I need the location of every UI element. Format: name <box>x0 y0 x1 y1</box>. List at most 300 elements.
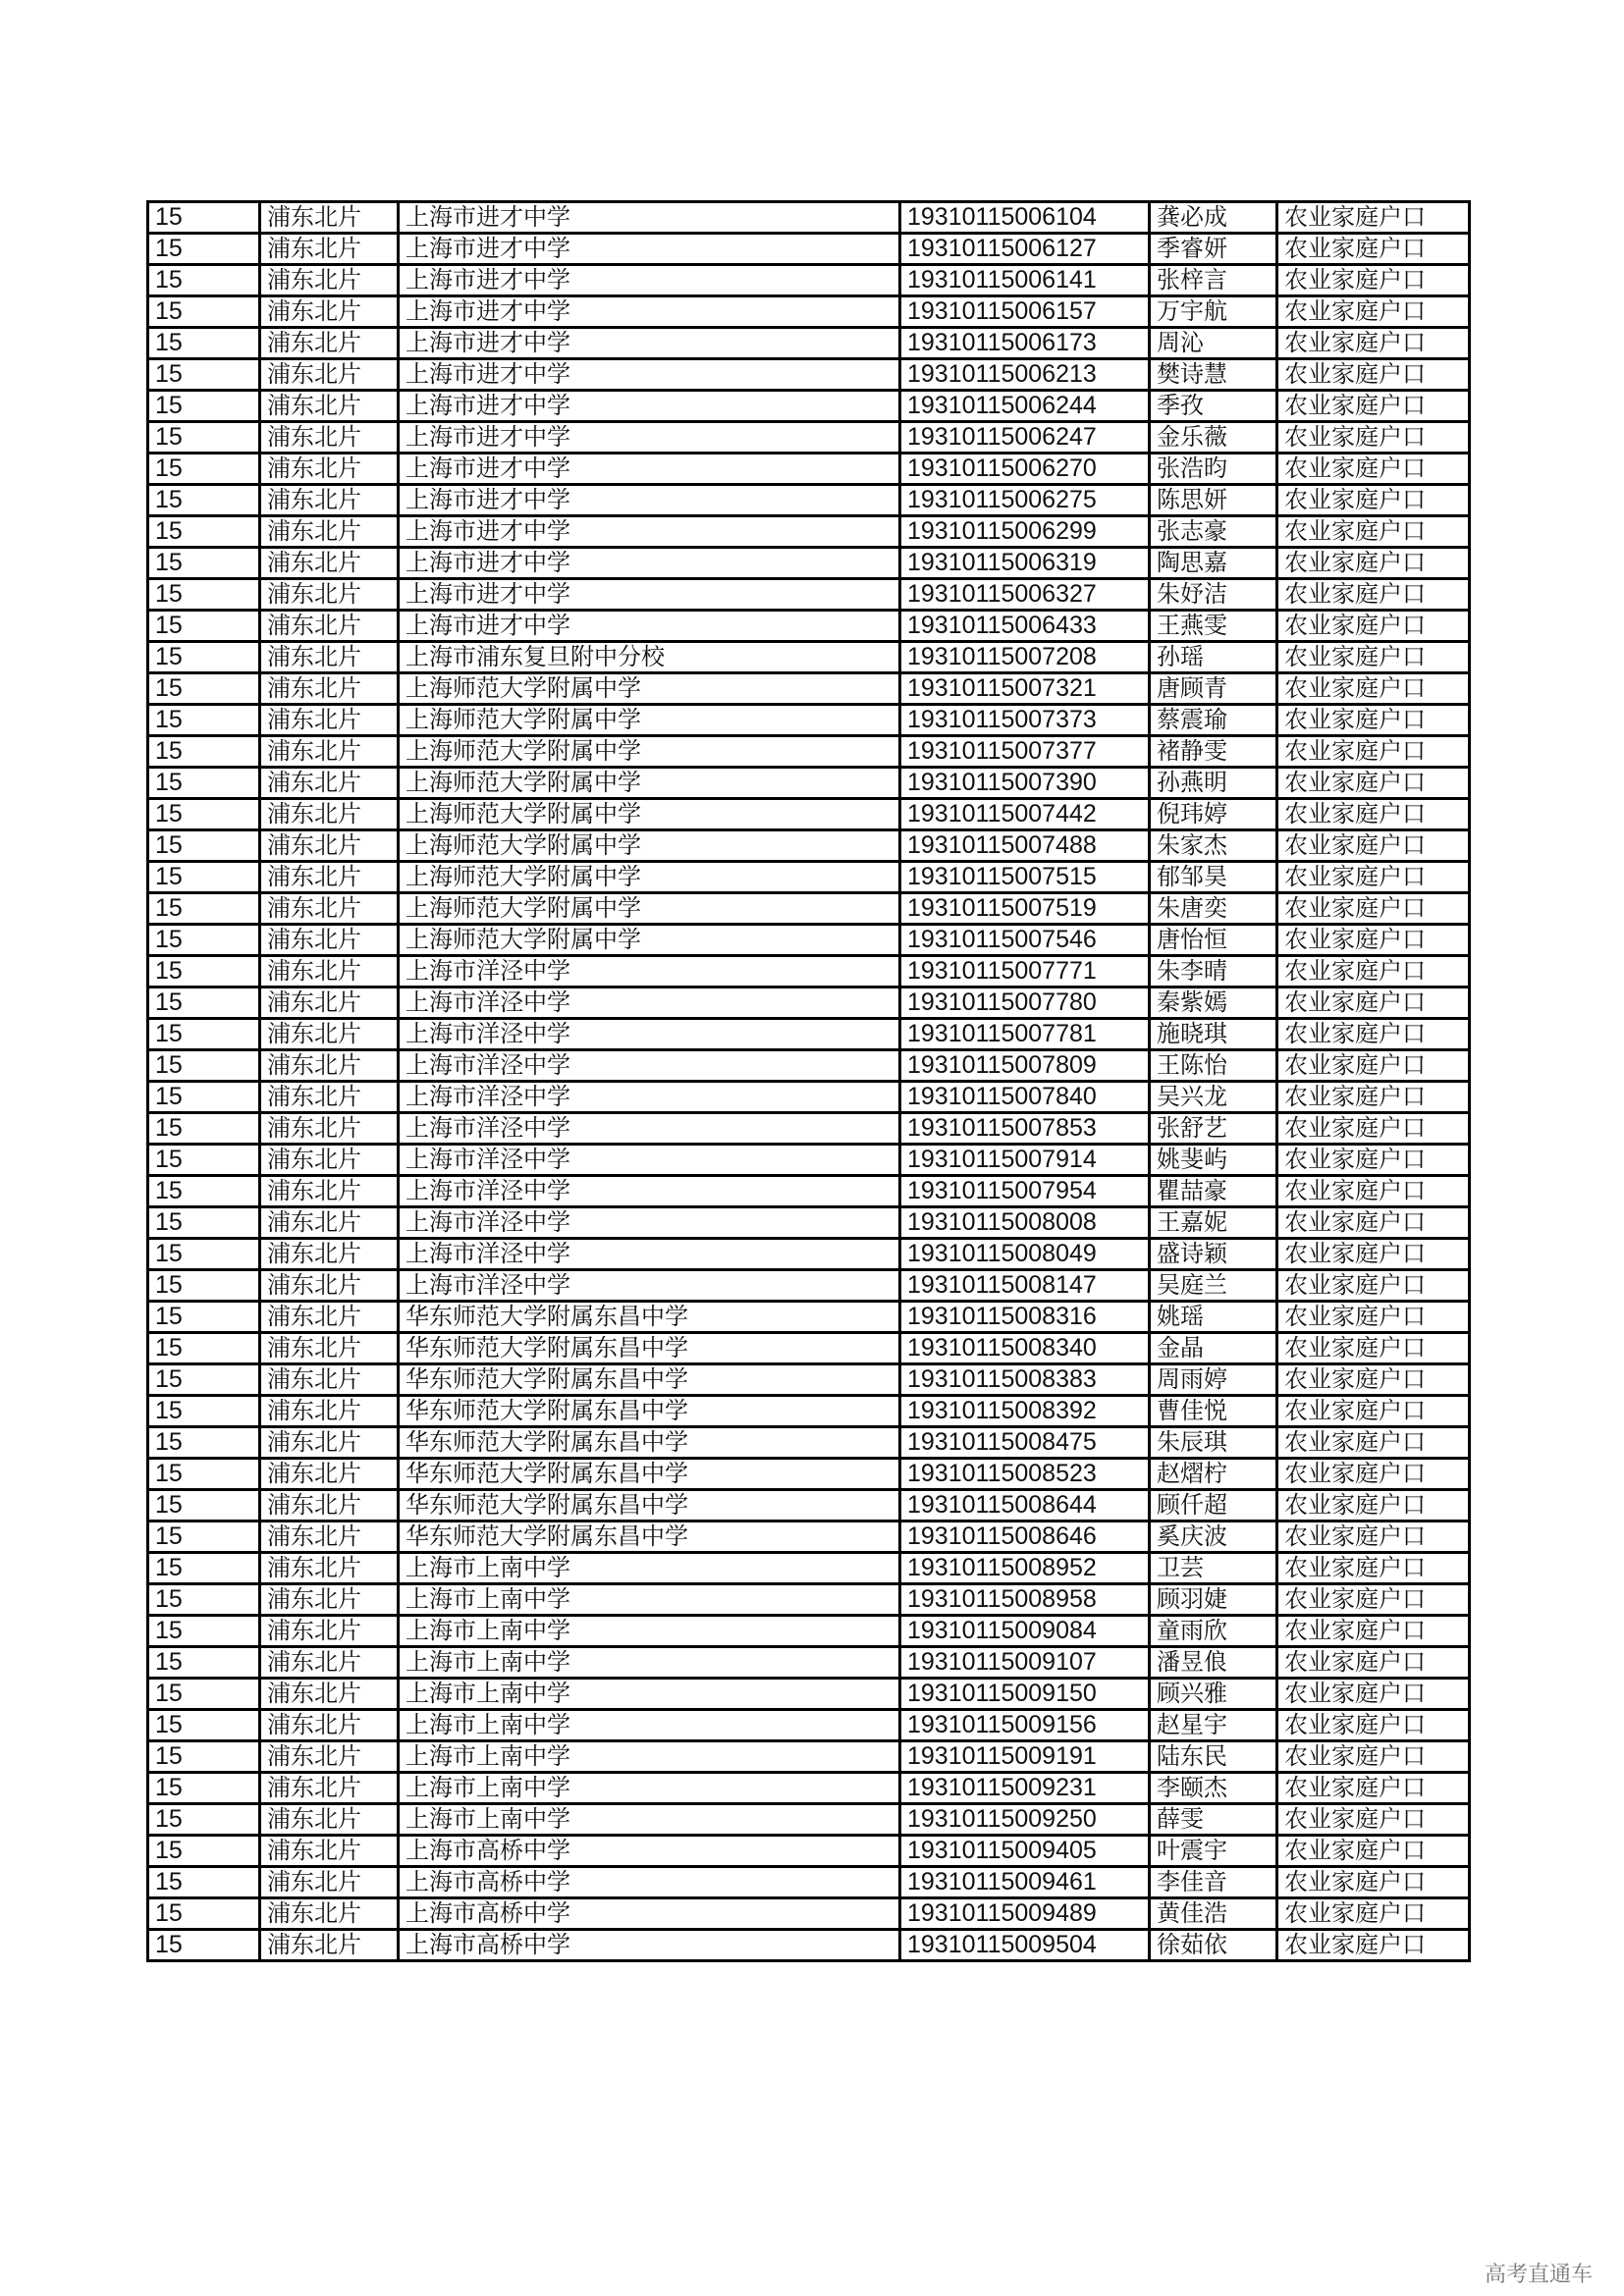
school-cell: 上海市洋泾中学 <box>399 1270 900 1302</box>
name-cell: 张志豪 <box>1150 516 1277 548</box>
district-cell: 浦东北片 <box>260 1333 399 1364</box>
school-cell: 华东师范大学附属东昌中学 <box>399 1396 900 1427</box>
hukou-cell: 农业家庭户口 <box>1277 548 1470 579</box>
student-list-table <box>146 200 1471 1962</box>
hukou-cell: 农业家庭户口 <box>1277 328 1470 359</box>
school-cell: 上海市上南中学 <box>399 1804 900 1836</box>
hukou-cell: 农业家庭户口 <box>1277 454 1470 485</box>
name-cell: 王陈怡 <box>1150 1050 1277 1082</box>
hukou-cell: 农业家庭户口 <box>1277 1270 1470 1302</box>
batch-cell: 15 <box>148 1333 260 1364</box>
district-cell: 浦东北片 <box>260 1553 399 1584</box>
table-row <box>148 768 1470 799</box>
exam-id-cell: 19310115009150 <box>900 1679 1150 1710</box>
district-cell: 浦东北片 <box>260 1050 399 1082</box>
hukou-cell: 农业家庭户口 <box>1277 234 1470 265</box>
table-row <box>148 1145 1470 1176</box>
school-cell: 上海市洋泾中学 <box>399 1207 900 1239</box>
exam-id-cell: 19310115006141 <box>900 265 1150 296</box>
name-cell: 徐茹依 <box>1150 1930 1277 1961</box>
hukou-cell: 农业家庭户口 <box>1277 1396 1470 1427</box>
exam-id-cell: 19310115009504 <box>900 1930 1150 1961</box>
table-row <box>148 422 1470 454</box>
exam-id-cell: 19310115008340 <box>900 1333 1150 1364</box>
district-cell: 浦东北片 <box>260 1710 399 1741</box>
name-cell: 张浩昀 <box>1150 454 1277 485</box>
school-cell: 上海市浦东复旦附中分校 <box>399 642 900 673</box>
name-cell: 蔡震瑜 <box>1150 705 1277 736</box>
exam-id-cell: 19310115007809 <box>900 1050 1150 1082</box>
name-cell: 陈思妍 <box>1150 485 1277 516</box>
exam-id-cell: 19310115006157 <box>900 296 1150 328</box>
exam-id-cell: 19310115008475 <box>900 1427 1150 1459</box>
district-cell: 浦东北片 <box>260 516 399 548</box>
batch-cell: 15 <box>148 925 260 956</box>
school-cell: 上海市进才中学 <box>399 296 900 328</box>
name-cell: 薛雯 <box>1150 1804 1277 1836</box>
table-row <box>148 1930 1470 1961</box>
district-cell: 浦东北片 <box>260 830 399 862</box>
batch-cell: 15 <box>148 1867 260 1898</box>
district-cell: 浦东北片 <box>260 1522 399 1553</box>
school-cell: 上海市洋泾中学 <box>399 1176 900 1207</box>
table-row <box>148 1553 1470 1584</box>
batch-cell: 15 <box>148 830 260 862</box>
name-cell: 赵星宇 <box>1150 1710 1277 1741</box>
school-cell: 华东师范大学附属东昌中学 <box>399 1490 900 1522</box>
district-cell: 浦东北片 <box>260 1396 399 1427</box>
school-cell: 华东师范大学附属东昌中学 <box>399 1302 900 1333</box>
district-cell: 浦东北片 <box>260 1019 399 1050</box>
name-cell: 孙燕明 <box>1150 768 1277 799</box>
batch-cell: 15 <box>148 391 260 422</box>
batch-cell: 15 <box>148 1019 260 1050</box>
exam-id-cell: 19310115006270 <box>900 454 1150 485</box>
school-cell: 上海市进才中学 <box>399 234 900 265</box>
district-cell: 浦东北片 <box>260 202 399 234</box>
district-cell: 浦东北片 <box>260 391 399 422</box>
hukou-cell: 农业家庭户口 <box>1277 705 1470 736</box>
hukou-cell: 农业家庭户口 <box>1277 1867 1470 1898</box>
name-cell: 叶震宇 <box>1150 1836 1277 1867</box>
school-cell: 上海市高桥中学 <box>399 1898 900 1930</box>
district-cell: 浦东北片 <box>260 956 399 988</box>
school-cell: 华东师范大学附属东昌中学 <box>399 1427 900 1459</box>
exam-id-cell: 19310115007373 <box>900 705 1150 736</box>
school-cell: 上海市上南中学 <box>399 1679 900 1710</box>
exam-id-cell: 19310115007377 <box>900 736 1150 768</box>
hukou-cell: 农业家庭户口 <box>1277 1019 1470 1050</box>
name-cell: 孙瑶 <box>1150 642 1277 673</box>
batch-cell: 15 <box>148 1490 260 1522</box>
exam-id-cell: 19310115008952 <box>900 1553 1150 1584</box>
name-cell: 张梓言 <box>1150 265 1277 296</box>
district-cell: 浦东北片 <box>260 296 399 328</box>
district-cell: 浦东北片 <box>260 1082 399 1113</box>
exam-id-cell: 19310115006433 <box>900 611 1150 642</box>
district-cell: 浦东北片 <box>260 548 399 579</box>
exam-id-cell: 19310115007390 <box>900 768 1150 799</box>
name-cell: 金晶 <box>1150 1333 1277 1364</box>
exam-id-cell: 19310115006127 <box>900 234 1150 265</box>
district-cell: 浦东北片 <box>260 642 399 673</box>
name-cell: 李佳音 <box>1150 1867 1277 1898</box>
table-row <box>148 1773 1470 1804</box>
table-body <box>148 202 1470 1961</box>
table-row <box>148 234 1470 265</box>
school-cell: 华东师范大学附属东昌中学 <box>399 1459 900 1490</box>
name-cell: 龚必成 <box>1150 202 1277 234</box>
district-cell: 浦东北片 <box>260 1145 399 1176</box>
school-cell: 上海师范大学附属中学 <box>399 893 900 925</box>
hukou-cell: 农业家庭户口 <box>1277 1836 1470 1867</box>
hukou-cell: 农业家庭户口 <box>1277 1145 1470 1176</box>
table-row <box>148 1616 1470 1647</box>
batch-cell: 15 <box>148 1427 260 1459</box>
district-cell: 浦东北片 <box>260 705 399 736</box>
name-cell: 季孜 <box>1150 391 1277 422</box>
school-cell: 上海市上南中学 <box>399 1741 900 1773</box>
hukou-cell: 农业家庭户口 <box>1277 422 1470 454</box>
batch-cell: 15 <box>148 988 260 1019</box>
exam-id-cell: 19310115009489 <box>900 1898 1150 1930</box>
table-row <box>148 611 1470 642</box>
district-cell: 浦东北片 <box>260 1427 399 1459</box>
table-row <box>148 1427 1470 1459</box>
exam-id-cell: 19310115008523 <box>900 1459 1150 1490</box>
table-row <box>148 391 1470 422</box>
district-cell: 浦东北片 <box>260 579 399 611</box>
exam-id-cell: 19310115007781 <box>900 1019 1150 1050</box>
exam-id-cell: 19310115006104 <box>900 202 1150 234</box>
district-cell: 浦东北片 <box>260 1239 399 1270</box>
hukou-cell: 农业家庭户口 <box>1277 1584 1470 1616</box>
district-cell: 浦东北片 <box>260 485 399 516</box>
district-cell: 浦东北片 <box>260 1113 399 1145</box>
school-cell: 上海市进才中学 <box>399 391 900 422</box>
table-row <box>148 705 1470 736</box>
exam-id-cell: 19310115006319 <box>900 548 1150 579</box>
exam-id-cell: 19310115007954 <box>900 1176 1150 1207</box>
school-cell: 上海师范大学附属中学 <box>399 799 900 830</box>
district-cell: 浦东北片 <box>260 1270 399 1302</box>
batch-cell: 15 <box>148 705 260 736</box>
hukou-cell: 农业家庭户口 <box>1277 1082 1470 1113</box>
exam-id-cell: 19310115009250 <box>900 1804 1150 1836</box>
name-cell: 陶思嘉 <box>1150 548 1277 579</box>
name-cell: 曹佳悦 <box>1150 1396 1277 1427</box>
hukou-cell: 农业家庭户口 <box>1277 642 1470 673</box>
school-cell: 上海市洋泾中学 <box>399 1050 900 1082</box>
district-cell: 浦东北片 <box>260 454 399 485</box>
hukou-cell: 农业家庭户口 <box>1277 862 1470 893</box>
table-row <box>148 988 1470 1019</box>
table-row <box>148 296 1470 328</box>
hukou-cell: 农业家庭户口 <box>1277 1459 1470 1490</box>
batch-cell: 15 <box>148 1364 260 1396</box>
batch-cell: 15 <box>148 1898 260 1930</box>
district-cell: 浦东北片 <box>260 328 399 359</box>
name-cell: 周雨婷 <box>1150 1364 1277 1396</box>
district-cell: 浦东北片 <box>260 1867 399 1898</box>
name-cell: 奚庆波 <box>1150 1522 1277 1553</box>
school-cell: 上海市洋泾中学 <box>399 1082 900 1113</box>
name-cell: 金乐薇 <box>1150 422 1277 454</box>
batch-cell: 15 <box>148 673 260 705</box>
name-cell: 秦紫嫣 <box>1150 988 1277 1019</box>
name-cell: 潘昱俍 <box>1150 1647 1277 1679</box>
table-row <box>148 1396 1470 1427</box>
table-row <box>148 1741 1470 1773</box>
exam-id-cell: 19310115007488 <box>900 830 1150 862</box>
hukou-cell: 农业家庭户口 <box>1277 799 1470 830</box>
batch-cell: 15 <box>148 516 260 548</box>
school-cell: 上海市洋泾中学 <box>399 956 900 988</box>
school-cell: 上海市进才中学 <box>399 516 900 548</box>
table-row <box>148 1522 1470 1553</box>
hukou-cell: 农业家庭户口 <box>1277 1616 1470 1647</box>
hukou-cell: 农业家庭户口 <box>1277 611 1470 642</box>
batch-cell: 15 <box>148 1145 260 1176</box>
hukou-cell: 农业家庭户口 <box>1277 485 1470 516</box>
batch-cell: 15 <box>148 422 260 454</box>
district-cell: 浦东北片 <box>260 359 399 391</box>
exam-id-cell: 19310115006244 <box>900 391 1150 422</box>
name-cell: 王燕雯 <box>1150 611 1277 642</box>
name-cell: 樊诗慧 <box>1150 359 1277 391</box>
batch-cell: 15 <box>148 1836 260 1867</box>
hukou-cell: 农业家庭户口 <box>1277 1679 1470 1710</box>
name-cell: 唐顾青 <box>1150 673 1277 705</box>
district-cell: 浦东北片 <box>260 736 399 768</box>
school-cell: 上海市洋泾中学 <box>399 988 900 1019</box>
hukou-cell: 农业家庭户口 <box>1277 1207 1470 1239</box>
table-row <box>148 1364 1470 1396</box>
batch-cell: 15 <box>148 1396 260 1427</box>
school-cell: 上海市进才中学 <box>399 611 900 642</box>
name-cell: 姚瑶 <box>1150 1302 1277 1333</box>
table-row <box>148 1679 1470 1710</box>
hukou-cell: 农业家庭户口 <box>1277 1710 1470 1741</box>
batch-cell: 15 <box>148 1773 260 1804</box>
exam-id-cell: 19310115009231 <box>900 1773 1150 1804</box>
batch-cell: 15 <box>148 234 260 265</box>
batch-cell: 15 <box>148 1522 260 1553</box>
table-row <box>148 1490 1470 1522</box>
hukou-cell: 农业家庭户口 <box>1277 1804 1470 1836</box>
name-cell: 王嘉妮 <box>1150 1207 1277 1239</box>
batch-cell: 15 <box>148 454 260 485</box>
school-cell: 华东师范大学附属东昌中学 <box>399 1364 900 1396</box>
school-cell: 上海市洋泾中学 <box>399 1239 900 1270</box>
school-cell: 上海市上南中学 <box>399 1553 900 1584</box>
table-row <box>148 454 1470 485</box>
district-cell: 浦东北片 <box>260 234 399 265</box>
hukou-cell: 农业家庭户口 <box>1277 1176 1470 1207</box>
hukou-cell: 农业家庭户口 <box>1277 893 1470 925</box>
school-cell: 上海市上南中学 <box>399 1616 900 1647</box>
school-cell: 上海师范大学附属中学 <box>399 705 900 736</box>
batch-cell: 15 <box>148 956 260 988</box>
district-cell: 浦东北片 <box>260 1773 399 1804</box>
school-cell: 上海师范大学附属中学 <box>399 736 900 768</box>
table-row <box>148 1113 1470 1145</box>
hukou-cell: 农业家庭户口 <box>1277 1490 1470 1522</box>
exam-id-cell: 19310115009084 <box>900 1616 1150 1647</box>
exam-id-cell: 19310115008383 <box>900 1364 1150 1396</box>
hukou-cell: 农业家庭户口 <box>1277 1302 1470 1333</box>
hukou-cell: 农业家庭户口 <box>1277 988 1470 1019</box>
school-cell: 上海市进才中学 <box>399 202 900 234</box>
batch-cell: 15 <box>148 1270 260 1302</box>
table-row <box>148 265 1470 296</box>
exam-id-cell: 19310115006247 <box>900 422 1150 454</box>
batch-cell: 15 <box>148 862 260 893</box>
batch-cell: 15 <box>148 202 260 234</box>
exam-id-cell: 19310115007546 <box>900 925 1150 956</box>
school-cell: 华东师范大学附属东昌中学 <box>399 1522 900 1553</box>
school-cell: 上海师范大学附属中学 <box>399 862 900 893</box>
school-cell: 上海师范大学附属中学 <box>399 925 900 956</box>
school-cell: 上海市高桥中学 <box>399 1930 900 1961</box>
table-row <box>148 1867 1470 1898</box>
table-row <box>148 1270 1470 1302</box>
table-row <box>148 673 1470 705</box>
school-cell: 上海市进才中学 <box>399 548 900 579</box>
name-cell: 张舒艺 <box>1150 1113 1277 1145</box>
table-row <box>148 1176 1470 1207</box>
table-row <box>148 359 1470 391</box>
school-cell: 上海市进才中学 <box>399 422 900 454</box>
district-cell: 浦东北片 <box>260 1459 399 1490</box>
batch-cell: 15 <box>148 768 260 799</box>
watermark-text: 高考直通车 <box>1485 2263 1594 2287</box>
district-cell: 浦东北片 <box>260 862 399 893</box>
batch-cell: 15 <box>148 1616 260 1647</box>
name-cell: 顾仟超 <box>1150 1490 1277 1522</box>
hukou-cell: 农业家庭户口 <box>1277 1333 1470 1364</box>
exam-id-cell: 19310115007853 <box>900 1113 1150 1145</box>
school-cell: 上海市洋泾中学 <box>399 1145 900 1176</box>
district-cell: 浦东北片 <box>260 422 399 454</box>
district-cell: 浦东北片 <box>260 1176 399 1207</box>
district-cell: 浦东北片 <box>260 1584 399 1616</box>
hukou-cell: 农业家庭户口 <box>1277 1773 1470 1804</box>
hukou-cell: 农业家庭户口 <box>1277 1050 1470 1082</box>
hukou-cell: 农业家庭户口 <box>1277 296 1470 328</box>
batch-cell: 15 <box>148 1459 260 1490</box>
hukou-cell: 农业家庭户口 <box>1277 736 1470 768</box>
name-cell: 童雨欣 <box>1150 1616 1277 1647</box>
district-cell: 浦东北片 <box>260 1679 399 1710</box>
district-cell: 浦东北片 <box>260 1836 399 1867</box>
table-row <box>148 830 1470 862</box>
name-cell: 顾兴雅 <box>1150 1679 1277 1710</box>
exam-id-cell: 19310115008008 <box>900 1207 1150 1239</box>
table-row <box>148 1459 1470 1490</box>
name-cell: 顾羽婕 <box>1150 1584 1277 1616</box>
batch-cell: 15 <box>148 1741 260 1773</box>
table-row <box>148 862 1470 893</box>
exam-id-cell: 19310115008644 <box>900 1490 1150 1522</box>
district-cell: 浦东北片 <box>260 1616 399 1647</box>
school-cell: 上海市高桥中学 <box>399 1867 900 1898</box>
exam-id-cell: 19310115006275 <box>900 485 1150 516</box>
name-cell: 黄佳浩 <box>1150 1898 1277 1930</box>
table-row <box>148 1333 1470 1364</box>
batch-cell: 15 <box>148 1710 260 1741</box>
school-cell: 上海师范大学附属中学 <box>399 768 900 799</box>
name-cell: 李颐杰 <box>1150 1773 1277 1804</box>
district-cell: 浦东北片 <box>260 265 399 296</box>
hukou-cell: 农业家庭户口 <box>1277 1113 1470 1145</box>
hukou-cell: 农业家庭户口 <box>1277 768 1470 799</box>
table-row <box>148 1898 1470 1930</box>
exam-id-cell: 19310115006327 <box>900 579 1150 611</box>
district-cell: 浦东北片 <box>260 799 399 830</box>
district-cell: 浦东北片 <box>260 988 399 1019</box>
batch-cell: 15 <box>148 1050 260 1082</box>
name-cell: 唐怡恒 <box>1150 925 1277 956</box>
table-row <box>148 1647 1470 1679</box>
table-row <box>148 1710 1470 1741</box>
name-cell: 倪玮婷 <box>1150 799 1277 830</box>
table-row <box>148 1019 1470 1050</box>
hukou-cell: 农业家庭户口 <box>1277 1239 1470 1270</box>
school-cell: 上海市进才中学 <box>399 485 900 516</box>
school-cell: 上海市上南中学 <box>399 1647 900 1679</box>
school-cell: 上海市进才中学 <box>399 265 900 296</box>
table-row <box>148 548 1470 579</box>
batch-cell: 15 <box>148 799 260 830</box>
table-row <box>148 1082 1470 1113</box>
hukou-cell: 农业家庭户口 <box>1277 516 1470 548</box>
school-cell: 上海市进才中学 <box>399 359 900 391</box>
name-cell: 褚静雯 <box>1150 736 1277 768</box>
hukou-cell: 农业家庭户口 <box>1277 956 1470 988</box>
exam-id-cell: 19310115007519 <box>900 893 1150 925</box>
batch-cell: 15 <box>148 485 260 516</box>
exam-id-cell: 19310115008392 <box>900 1396 1150 1427</box>
exam-id-cell: 19310115009405 <box>900 1836 1150 1867</box>
exam-id-cell: 19310115009461 <box>900 1867 1150 1898</box>
exam-id-cell: 19310115006299 <box>900 516 1150 548</box>
batch-cell: 15 <box>148 611 260 642</box>
exam-id-cell: 19310115007208 <box>900 642 1150 673</box>
hukou-cell: 农业家庭户口 <box>1277 925 1470 956</box>
hukou-cell: 农业家庭户口 <box>1277 830 1470 862</box>
batch-cell: 15 <box>148 1553 260 1584</box>
table-row <box>148 485 1470 516</box>
table-row <box>148 1804 1470 1836</box>
exam-id-cell: 19310115008316 <box>900 1302 1150 1333</box>
table-row <box>148 1050 1470 1082</box>
name-cell: 朱家杰 <box>1150 830 1277 862</box>
exam-id-cell: 19310115007840 <box>900 1082 1150 1113</box>
table-row <box>148 893 1470 925</box>
district-cell: 浦东北片 <box>260 1647 399 1679</box>
school-cell: 上海市进才中学 <box>399 454 900 485</box>
school-cell: 上海市进才中学 <box>399 579 900 611</box>
school-cell: 上海师范大学附属中学 <box>399 673 900 705</box>
school-cell: 上海市进才中学 <box>399 328 900 359</box>
hukou-cell: 农业家庭户口 <box>1277 391 1470 422</box>
district-cell: 浦东北片 <box>260 893 399 925</box>
hukou-cell: 农业家庭户口 <box>1277 1553 1470 1584</box>
exam-id-cell: 19310115008646 <box>900 1522 1150 1553</box>
exam-id-cell: 19310115007442 <box>900 799 1150 830</box>
batch-cell: 15 <box>148 1082 260 1113</box>
